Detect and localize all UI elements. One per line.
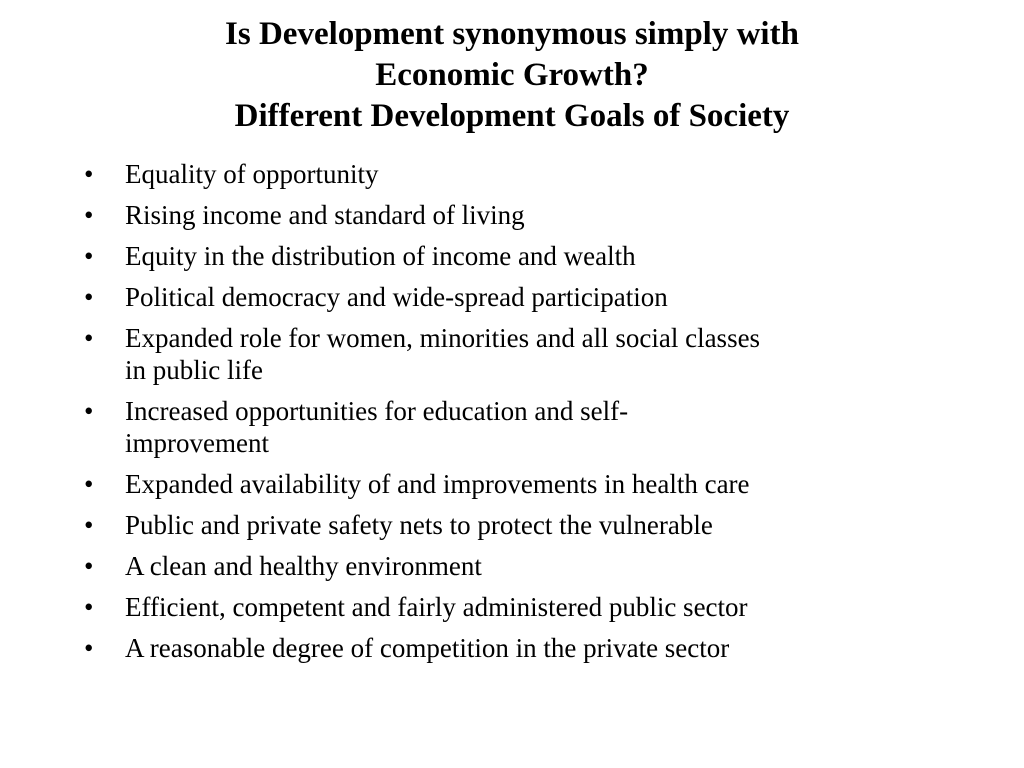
bullet-item-5 xyxy=(84,322,944,386)
bullet-icon: • xyxy=(84,241,94,271)
bullet-text: A reasonable degree of competition in the private sector xyxy=(125,633,730,663)
bullet-icon: • xyxy=(84,282,94,312)
bullet-item-6 xyxy=(84,395,944,459)
bullet-item-7 xyxy=(84,468,944,500)
bullet-item-1 xyxy=(84,158,944,190)
bullet-icon: • xyxy=(84,200,94,230)
bullet-icon: • xyxy=(84,323,94,353)
bullet-text: Public and private safety nets to protect the vulnerable xyxy=(125,510,713,540)
bullet-text: Equality of opportunity xyxy=(125,159,379,189)
bullet-icon: • xyxy=(84,551,94,581)
bullet-icon: • xyxy=(84,592,94,622)
bullet-text: Political democracy and wide-spread participation xyxy=(125,282,668,312)
bullet-item-9 xyxy=(84,550,944,582)
bullet-text: Expanded role for women, minorities and all social classes in public life xyxy=(125,323,761,385)
bullet-item-2 xyxy=(84,199,944,231)
bullet-item-3 xyxy=(84,240,944,272)
bullet-text: Equity in the distribution of income and wealth xyxy=(125,241,636,271)
slide-title xyxy=(80,14,944,137)
title-line-3: Different Development Goals of Society xyxy=(234,98,790,134)
bullet-icon: • xyxy=(84,159,94,189)
bullet-text: A clean and healthy environment xyxy=(125,551,482,581)
bullet-icon: • xyxy=(84,396,94,426)
bullet-text: Efficient, competent and fairly administered public sector xyxy=(125,592,748,622)
bullet-item-11 xyxy=(84,632,944,664)
bullet-icon: • xyxy=(84,633,94,663)
bullet-icon: • xyxy=(84,469,94,499)
bullet-item-4 xyxy=(84,281,944,313)
title-line-2: Economic Growth? xyxy=(375,57,649,93)
title-line-1: Is Development synonymous simply with xyxy=(225,16,799,52)
bullet-text: Increased opportunities for education and self- improvement xyxy=(125,396,629,458)
bullet-item-8 xyxy=(84,509,944,541)
bullet-icon: • xyxy=(84,510,94,540)
bullet-text: Expanded availability of and improvements in health care xyxy=(125,469,750,499)
bullet-list xyxy=(84,158,944,673)
bullet-item-10 xyxy=(84,591,944,623)
bullet-text: Rising income and standard of living xyxy=(125,200,525,230)
